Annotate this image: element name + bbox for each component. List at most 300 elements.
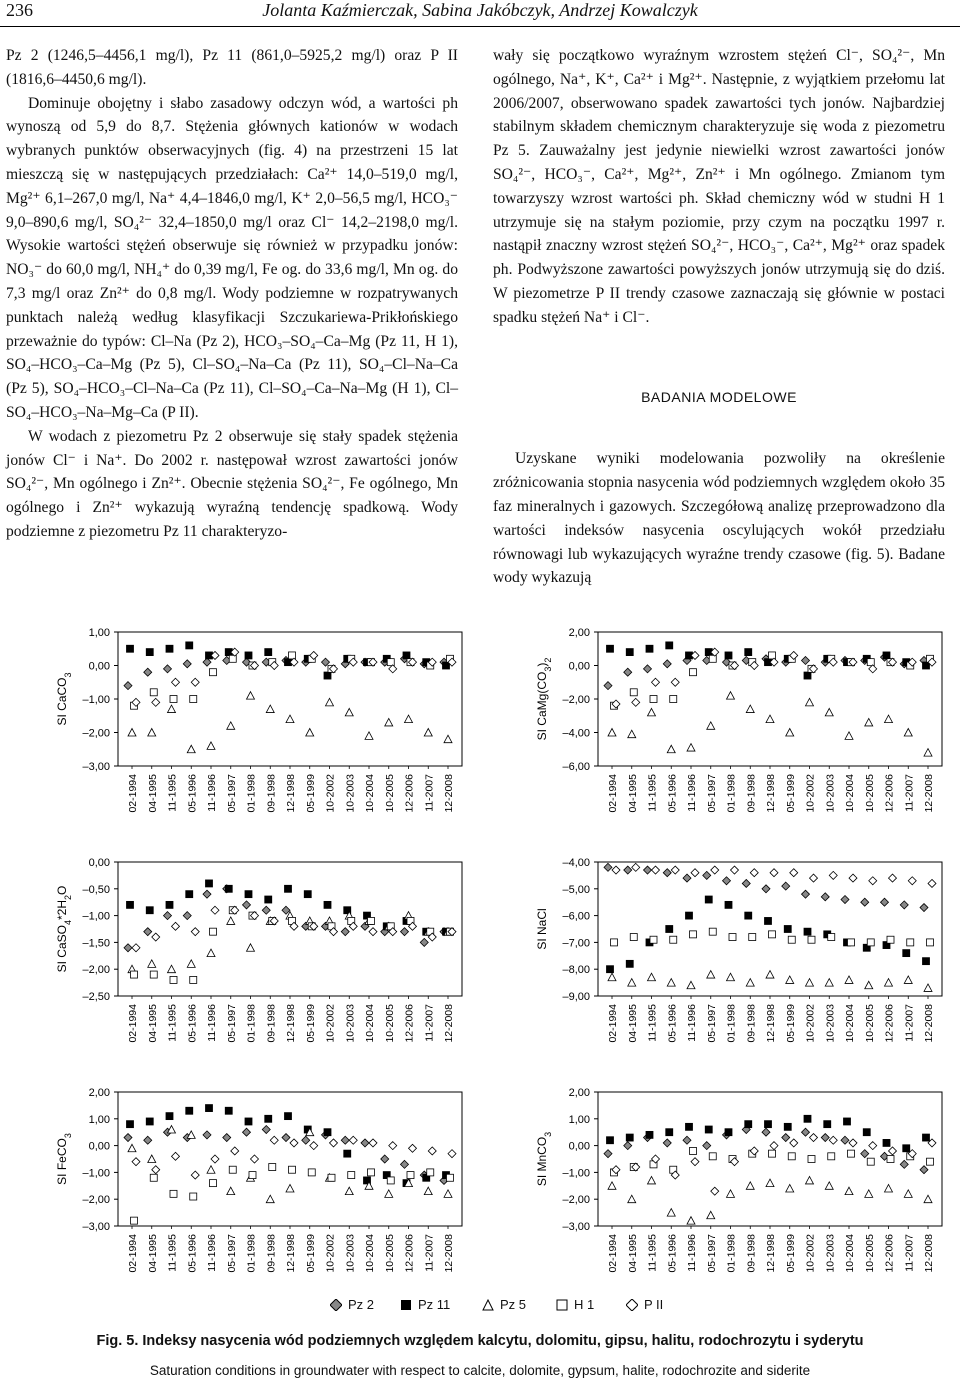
- data-point: [608, 729, 616, 737]
- x-tick-label: 10-2005: [863, 774, 876, 813]
- legend-label: H 1: [574, 1297, 595, 1312]
- data-point: [282, 1134, 290, 1142]
- data-point: [687, 1217, 695, 1225]
- data-point: [164, 665, 172, 673]
- x-tick-label: 01-1998: [725, 1234, 738, 1273]
- data-point: [225, 885, 232, 892]
- data-point: [172, 1152, 180, 1160]
- data-point: [150, 971, 157, 978]
- y-tick-label: –1,00: [562, 1167, 590, 1180]
- data-point: [690, 669, 697, 676]
- data-point: [168, 965, 176, 973]
- data-point: [131, 1217, 138, 1224]
- data-point: [127, 1121, 134, 1128]
- data-point: [186, 1107, 193, 1114]
- data-point: [152, 698, 160, 706]
- data-point: [152, 933, 160, 941]
- x-tick-label: 10-2005: [383, 1004, 396, 1043]
- data-point: [344, 1150, 351, 1157]
- data-point: [369, 1139, 377, 1147]
- x-tick-label: 02-1994: [607, 1234, 619, 1273]
- data-point: [745, 649, 752, 656]
- x-tick-label: 12-2008: [923, 1004, 935, 1043]
- data-point: [183, 912, 191, 920]
- x-tick-label: 12-2006: [883, 774, 896, 813]
- data-point: [786, 1184, 794, 1192]
- data-point: [666, 926, 673, 933]
- header-rule: [0, 26, 960, 27]
- x-tick-label: 11-1995: [646, 774, 659, 812]
- data-point: [885, 715, 893, 723]
- y-tick-label: 0,00: [568, 1140, 590, 1153]
- x-tick-label: 12-2006: [403, 1004, 416, 1043]
- x-tick-label: 09-1998: [745, 1004, 758, 1043]
- data-point: [345, 708, 353, 716]
- data-point: [285, 885, 292, 892]
- data-point: [666, 642, 673, 649]
- plot-area: [118, 1092, 462, 1226]
- data-point: [368, 917, 375, 924]
- data-point: [927, 1158, 934, 1165]
- x-tick-label: 11-1996: [206, 1234, 218, 1272]
- data-point: [245, 1118, 252, 1125]
- data-point: [251, 1155, 259, 1163]
- x-tick-label: 11-1995: [166, 774, 179, 812]
- x-tick-label: 11-2007: [423, 1004, 436, 1042]
- data-point: [124, 1134, 132, 1142]
- data-point: [690, 1147, 697, 1154]
- data-point: [407, 1172, 414, 1179]
- x-tick-label: 05-1997: [225, 1004, 238, 1043]
- data-point: [285, 1113, 292, 1120]
- data-point: [746, 705, 754, 713]
- data-point: [828, 934, 835, 941]
- chart-svg: [0, 840, 480, 1068]
- data-point: [168, 705, 176, 713]
- running-title: Jolanta Kaźmierczak, Sabina Jakóbczyk, Andrzej Kowalczyk: [262, 0, 698, 20]
- x-tick-label: 10-2005: [863, 1004, 876, 1043]
- x-tick-label: 05-1999: [304, 1004, 317, 1043]
- data-point: [667, 979, 675, 987]
- y-tick-label: –7,00: [562, 937, 590, 950]
- data-point: [825, 708, 833, 716]
- legend-item: [482, 1297, 526, 1312]
- figure-legend: [330, 1297, 750, 1317]
- data-point: [824, 1121, 831, 1128]
- data-point: [885, 979, 893, 987]
- page-header: [0, 0, 960, 30]
- data-point: [191, 678, 199, 686]
- data-point: [190, 1193, 197, 1200]
- x-tick-label: 05-1996: [666, 1004, 679, 1043]
- data-point: [289, 652, 296, 659]
- data-point: [904, 1190, 912, 1198]
- data-point: [865, 1190, 873, 1198]
- x-tick-label: 10-2003: [824, 1004, 837, 1043]
- y-tick-label: –1,00: [82, 1167, 110, 1180]
- data-point: [229, 655, 236, 662]
- data-point: [266, 705, 274, 713]
- data-point: [227, 722, 235, 730]
- data-point: [341, 1136, 349, 1144]
- data-point: [707, 971, 715, 979]
- data-point: [686, 1123, 693, 1130]
- data-point: [727, 973, 735, 981]
- x-tick-label: 12-1998: [285, 1234, 297, 1273]
- data-point: [326, 698, 334, 706]
- right-text-column: [493, 44, 945, 590]
- data-point: [144, 668, 152, 676]
- y-tick-label: 0,00: [88, 857, 110, 869]
- x-tick-label: 09-1998: [265, 1004, 278, 1043]
- data-point: [711, 866, 719, 874]
- x-tick-label: 12-2008: [443, 774, 455, 813]
- y-tick-label: 2,00: [568, 627, 590, 639]
- data-point: [624, 1142, 632, 1150]
- data-point: [427, 1169, 434, 1176]
- data-point: [401, 1160, 409, 1168]
- data-point: [132, 1158, 140, 1166]
- data-point: [262, 1126, 270, 1134]
- data-point: [782, 882, 790, 890]
- data-point: [766, 715, 774, 723]
- y-tick-label: –1,50: [82, 937, 110, 950]
- x-tick-label: 12-1998: [285, 774, 297, 813]
- data-point: [607, 645, 614, 652]
- data-point: [166, 645, 173, 652]
- data-point: [766, 971, 774, 979]
- legend-label: Pz 11: [418, 1297, 451, 1312]
- data-point: [265, 649, 272, 656]
- data-point: [749, 934, 756, 941]
- y-tick-label: –0,50: [82, 883, 110, 896]
- data-point: [306, 729, 314, 737]
- y-tick-label: 1,00: [88, 627, 110, 639]
- data-point: [671, 866, 679, 874]
- y-tick-label: –3,00: [82, 1221, 110, 1233]
- data-point: [183, 660, 191, 668]
- data-point: [742, 879, 750, 887]
- data-point: [385, 1190, 393, 1198]
- data-point: [887, 936, 894, 943]
- x-tick-label: 11-2007: [903, 1004, 916, 1042]
- chart-svg: [480, 840, 960, 1068]
- data-point: [883, 652, 890, 659]
- x-tick-label: 05-1996: [666, 1234, 679, 1273]
- data-point: [770, 1142, 778, 1150]
- x-tick-label: 12-2006: [883, 1234, 896, 1273]
- y-tick-label: 1,00: [568, 1113, 590, 1126]
- data-point: [227, 917, 235, 925]
- section-title: BADANIA MODELOWE: [641, 388, 797, 405]
- data-point: [646, 645, 653, 652]
- y-tick-label: –5,00: [562, 883, 590, 896]
- chart-si-nacl: [480, 840, 960, 1068]
- data-point: [152, 1166, 160, 1174]
- y-tick-label: 2,00: [88, 1087, 110, 1099]
- data-point: [290, 1139, 298, 1147]
- x-tick-label: 10-2005: [863, 1234, 876, 1273]
- x-tick-label: 11-1995: [166, 1004, 179, 1042]
- data-point: [683, 874, 691, 882]
- left-text-column: [6, 44, 458, 544]
- data-point: [150, 1174, 157, 1181]
- data-point: [844, 1118, 851, 1125]
- y-tick-label: –3,00: [82, 761, 110, 773]
- x-tick-label: 11-1995: [646, 1004, 659, 1042]
- x-tick-label: 11-1996: [686, 1234, 698, 1272]
- data-point: [146, 1118, 153, 1125]
- data-point: [808, 936, 815, 943]
- y-tick-label: –1,00: [82, 910, 110, 923]
- data-point: [403, 652, 410, 659]
- data-point: [750, 869, 758, 877]
- data-point: [727, 1190, 735, 1198]
- series-pz-11: [127, 1105, 450, 1187]
- triangle-marker-icon: [482, 1299, 494, 1311]
- chart-si-feco3: [0, 1070, 480, 1298]
- x-tick-label: 02-1994: [607, 1004, 619, 1043]
- chart-svg: [0, 610, 480, 838]
- data-point: [210, 928, 217, 935]
- y-axis-label: SI $CaSO_4*2H_2O$: [55, 885, 73, 973]
- data-point: [203, 1131, 211, 1139]
- data-point: [223, 1134, 231, 1142]
- data-point: [361, 1139, 369, 1147]
- data-point: [731, 866, 739, 874]
- y-tick-label: 0,00: [88, 660, 110, 673]
- x-tick-label: 12-2006: [883, 1004, 896, 1043]
- data-point: [172, 678, 180, 686]
- data-point: [444, 1190, 452, 1198]
- data-point: [324, 672, 331, 679]
- x-tick-label: 09-1998: [745, 774, 758, 813]
- x-tick-label: 10-2002: [804, 1234, 817, 1273]
- x-tick-label: 10-2003: [344, 1234, 357, 1273]
- x-tick-label: 11-2007: [423, 1234, 436, 1272]
- data-point: [861, 1150, 869, 1158]
- data-point: [845, 1187, 853, 1195]
- data-point: [128, 729, 136, 737]
- x-tick-label: 11-1996: [686, 774, 698, 812]
- data-point: [923, 1134, 930, 1141]
- data-point: [612, 866, 620, 874]
- x-tick-label: 10-2002: [804, 1004, 817, 1043]
- x-tick-label: 05-1997: [705, 774, 718, 813]
- data-point: [132, 944, 140, 952]
- x-tick-label: 12-2008: [443, 1234, 455, 1273]
- data-point: [131, 971, 138, 978]
- data-point: [124, 682, 132, 690]
- data-point: [630, 934, 637, 941]
- data-point: [804, 1115, 811, 1122]
- data-point: [349, 1136, 357, 1144]
- data-point: [225, 1107, 232, 1114]
- data-point: [289, 1166, 296, 1173]
- data-point: [148, 729, 156, 737]
- legend-label: Pz 5: [500, 1297, 527, 1312]
- data-point: [424, 729, 432, 737]
- data-point: [632, 698, 640, 706]
- data-point: [869, 877, 877, 885]
- data-point: [187, 745, 195, 753]
- data-point: [900, 901, 908, 909]
- data-point: [650, 696, 657, 703]
- x-tick-label: 02-1994: [127, 1234, 139, 1273]
- data-point: [243, 1128, 251, 1136]
- data-point: [648, 708, 656, 716]
- data-point: [626, 1134, 633, 1141]
- plot-area: [118, 862, 462, 996]
- series-h-1: [611, 1147, 934, 1175]
- data-point: [127, 901, 134, 908]
- x-tick-label: 10-2004: [364, 774, 376, 813]
- data-point: [723, 877, 731, 885]
- x-tick-label: 05-1999: [304, 774, 317, 813]
- y-axis-label: SI FeCO$_3$: [55, 1133, 73, 1185]
- x-tick-label: 12-2008: [923, 1234, 935, 1273]
- x-tick-label: 05-1999: [304, 1234, 317, 1273]
- data-point: [405, 715, 413, 723]
- data-point: [788, 936, 795, 943]
- x-tick-label: 02-1994: [127, 774, 139, 813]
- chart-si-mnco3: [480, 1070, 960, 1298]
- data-point: [729, 934, 736, 941]
- data-point: [150, 689, 157, 696]
- chart-svg: [480, 1070, 960, 1298]
- x-tick-label: 09-1998: [745, 1234, 758, 1273]
- data-point: [626, 649, 633, 656]
- data-point: [691, 869, 699, 877]
- data-point: [191, 1171, 199, 1179]
- data-point: [865, 718, 873, 726]
- x-tick-label: 05-1997: [225, 1234, 238, 1273]
- data-point: [186, 891, 193, 898]
- data-point: [650, 936, 657, 943]
- paragraph: Dominuje obojętny i słabo zasadowy odczyn wód, a wartości ph wynoszą od 5,9 do 8,7. Stężenia głównych kationów w wodach wybranych punktów obserwacyjnych (fig. 4) na przestrzeni 15 lat mieszczą się w następujących przedziałach: Ca²⁺ 14,0–519,0 mg/l, Mg²⁺ 6,1–267,0 mg/l, Na⁺ 4,4–1846,0 mg/l, K⁺ 2,0–56,5 mg/l, HCO₃⁻ 9,0–890,6 mg/l, SO₄²⁻ 32,4–1850,0 mg/l oraz Cl⁻ 14,2–2198,0 mg/l. Wysokie wartości stężeń obserwuje się również w przypadku jonów: NO₃⁻ do 60,0 mg/l, NH₄⁺ do 0,39 mg/l, Fe og. do 33,6 mg/l, Mn og. do 7,3 mg/l oraz Zn²⁺ do 0,8 mg/l. Wody podziemne w rozpatrywanych punktach należą według klasyfikacji Szczukariewa-Prikłońskiego przeważnie do typów: Cl–Na (Pz 2), HCO₃–SO₄–Ca–Mg (Pz 11, H 1), SO₄–HCO₃–Ca–Mg (Pz 5), Cl–SO₄–Na–Ca (Pz 11), SO₄–Cl–Na–Ca (Pz 5), SO₄–HCO₃–Cl–Na–Ca (Pz 11), Cl–SO₄–Ca–Na–Mg (H 1), Cl–SO₄–HCO₃–Na–Mg–Ca (P II).: [6, 94, 458, 421]
- data-point: [428, 1147, 436, 1155]
- data-point: [420, 938, 428, 946]
- x-tick-label: 10-2003: [824, 1234, 837, 1273]
- y-tick-label: –3,00: [562, 1221, 590, 1233]
- x-tick-label: 05-1997: [705, 1004, 718, 1043]
- x-tick-label: 12-1998: [765, 1234, 777, 1273]
- data-point: [310, 1142, 318, 1150]
- y-tick-label: 2,00: [568, 1087, 590, 1099]
- data-point: [203, 890, 211, 898]
- x-tick-label: 12-2006: [403, 774, 416, 813]
- y-tick-label: 0,00: [88, 1140, 110, 1153]
- data-point: [845, 732, 853, 740]
- data-point: [604, 682, 612, 690]
- data-point: [387, 659, 394, 666]
- y-axis-label: SI CaCO$_3$: [55, 672, 73, 726]
- y-tick-label: –2,00: [82, 1194, 110, 1207]
- data-point: [770, 869, 778, 877]
- paragraph: Uzyskane wyniki modelowania pozwoliły na określenie zróżnicowania stopnia nasycenia wód podziemnych względem około 35 faz mineralnych i gazowych. Szczegółową analizę przeprowadzono dla wartości indeksów nasycenia oscylujących wokół przedziału równowagi lub wykazujących wyraźne trendy czasowe (fig. 5). Badane wody wykazują: [493, 450, 945, 587]
- chart-svg: [480, 610, 960, 838]
- data-point: [727, 692, 735, 700]
- x-tick-label: 02-1994: [607, 774, 619, 813]
- data-point: [784, 1123, 791, 1130]
- data-point: [368, 1169, 375, 1176]
- data-point: [286, 1184, 294, 1192]
- data-point: [867, 1158, 874, 1165]
- data-point: [166, 1113, 173, 1120]
- data-point: [762, 1128, 770, 1136]
- data-point: [746, 979, 754, 987]
- data-point: [144, 1136, 152, 1144]
- data-point: [628, 730, 636, 738]
- data-point: [324, 901, 331, 908]
- x-tick-label: 05-1997: [705, 1234, 718, 1273]
- data-point: [883, 1139, 890, 1146]
- x-tick-label: 01-1998: [725, 774, 738, 813]
- data-point: [348, 1172, 355, 1179]
- data-point: [865, 981, 873, 989]
- y-axis-label: SI MnCO$_3$: [535, 1131, 553, 1187]
- x-tick-label: 01-1998: [725, 1004, 738, 1043]
- data-point: [607, 1137, 614, 1144]
- x-tick-label: 05-1999: [784, 1234, 797, 1273]
- data-point: [686, 912, 693, 919]
- figure-caption: Fig. 5. Indeksy nasycenia wód podziemnych względem kalcytu, dolomitu, gipsu, halitu, rodochrozytu i syderytu: [96, 1333, 864, 1349]
- x-tick-label: 05-1999: [784, 1004, 797, 1043]
- x-tick-label: 04-1995: [626, 1004, 639, 1043]
- data-point: [262, 906, 270, 914]
- data-point: [663, 660, 671, 668]
- x-tick-label: 10-2004: [364, 1234, 376, 1273]
- data-point: [385, 718, 393, 726]
- data-point: [128, 1144, 136, 1152]
- y-tick-label: –2,50: [82, 991, 110, 1003]
- data-point: [920, 1166, 928, 1174]
- data-point: [810, 874, 818, 882]
- x-tick-label: 11-1996: [206, 774, 218, 812]
- x-tick-label: 12-1998: [285, 1004, 297, 1043]
- data-point: [667, 1209, 675, 1217]
- data-point: [667, 745, 675, 753]
- data-point: [444, 735, 452, 743]
- x-tick-label: 11-1996: [206, 1004, 218, 1042]
- data-point: [365, 732, 373, 740]
- data-point: [663, 869, 671, 877]
- data-point: [762, 885, 770, 893]
- x-tick-label: 12-2008: [443, 1004, 455, 1043]
- data-point: [628, 979, 636, 987]
- data-point: [166, 901, 173, 908]
- x-tick-label: 11-2007: [423, 774, 436, 812]
- data-point: [802, 1128, 810, 1136]
- data-point: [626, 960, 633, 967]
- x-tick-label: 04-1995: [146, 774, 159, 813]
- data-point: [389, 1142, 397, 1150]
- y-tick-label: –4,00: [562, 727, 590, 740]
- x-tick-label: 11-1996: [686, 1004, 698, 1042]
- data-point: [447, 1174, 454, 1181]
- data-point: [381, 1155, 389, 1163]
- chart-svg: [0, 1070, 480, 1298]
- y-tick-label: –2,00: [562, 1194, 590, 1207]
- data-point: [709, 655, 716, 662]
- data-point: [745, 1121, 752, 1128]
- data-point: [247, 692, 255, 700]
- data-point: [923, 958, 930, 965]
- data-point: [769, 931, 776, 938]
- data-point: [448, 1150, 456, 1158]
- data-point: [889, 1147, 897, 1155]
- data-point: [229, 1166, 236, 1173]
